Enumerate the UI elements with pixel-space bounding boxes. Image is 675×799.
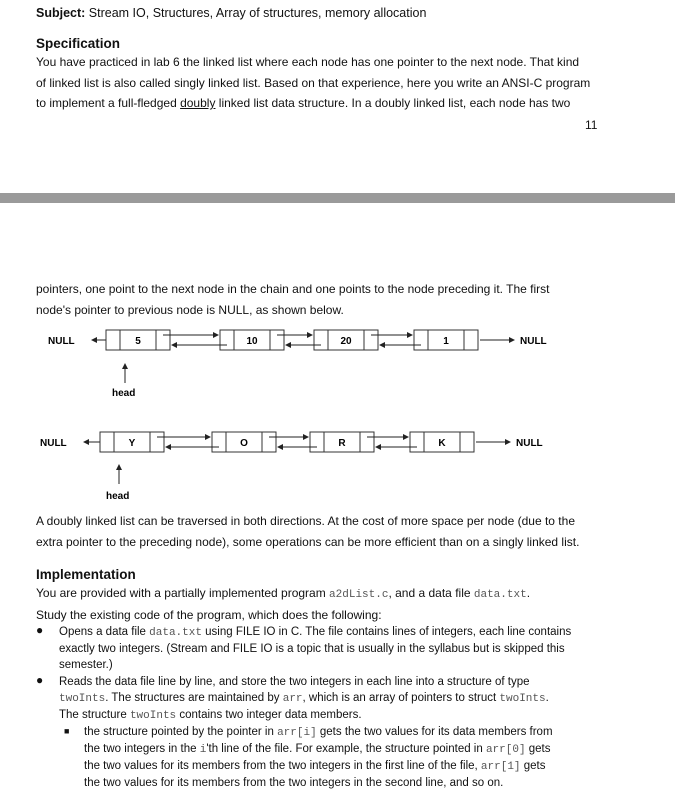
spec-p1-line2: of linked list is also called singly linked list. Based on that experience, here you write an ANSI-C program xyxy=(36,75,591,90)
bullet2-l3a: The structure xyxy=(59,709,130,721)
node-1 xyxy=(106,330,170,350)
impl-line1 xyxy=(36,583,530,605)
impl-line1-b: , and a data file xyxy=(388,586,474,600)
bullet2-l3b: contains two integer data members. xyxy=(176,709,362,721)
sub-l1b: gets the two values for its data members from xyxy=(316,726,553,738)
bullet2-code1: twoInts xyxy=(59,693,106,705)
sub-line1 xyxy=(84,724,674,741)
page-number: 11 xyxy=(585,118,598,132)
null-right-label: NULL xyxy=(520,336,547,347)
null-left-label: NULL xyxy=(48,336,75,347)
bullet-1 xyxy=(59,624,659,673)
bullet2-line1: Reads the data file line by line, and store the two integers in each line into a structure of type xyxy=(59,676,530,688)
sub-l2b: 'th line of the file. For example, the structure pointed in xyxy=(206,743,486,755)
spec-p1-line3 xyxy=(36,93,590,114)
node-3 xyxy=(314,330,378,350)
head-label: head xyxy=(106,491,130,502)
node-4 xyxy=(414,330,478,350)
bullet-dot: ● xyxy=(36,673,44,687)
node-value: 5 xyxy=(135,336,141,347)
bullet2-c: . xyxy=(545,692,549,704)
bullet2-a: . The structures are maintained by xyxy=(105,692,283,704)
sub-line3 xyxy=(84,758,674,775)
node-links xyxy=(157,437,417,447)
subject-label: Subject: xyxy=(36,6,86,20)
spec-heading: Specification xyxy=(36,36,121,51)
spec-paragraph-2 xyxy=(36,279,549,320)
node-2 xyxy=(220,330,284,350)
linked-list-diagram-letters xyxy=(0,422,675,512)
node-value: Y xyxy=(128,438,136,449)
sub-line4: the two values for its members from the two integers in the second line, and so on. xyxy=(84,777,504,789)
node-3 xyxy=(310,432,374,452)
sub-l2a: the two integers in the xyxy=(84,743,200,755)
sub-l1a: the structure pointed by the pointer in xyxy=(84,726,278,738)
null-left-label: NULL xyxy=(40,438,67,449)
bullet-dot: ● xyxy=(36,623,44,637)
spec-p2-line1: pointers, one point to the next node in the chain and one points to the node preceding it. The first xyxy=(36,282,550,296)
node-value: 20 xyxy=(340,336,352,347)
bullet2-line2 xyxy=(59,690,669,707)
bullet1-code: data.txt xyxy=(149,627,202,639)
sub-l2c: gets xyxy=(525,743,551,755)
node-value: K xyxy=(438,438,446,449)
sub-l2code: i xyxy=(199,744,207,756)
node-value: O xyxy=(240,438,248,449)
subject-text: Stream IO, Structures, Array of structures, memory allocation xyxy=(88,6,427,20)
sub-l3code: arr[1] xyxy=(480,761,521,773)
bullet1-a: Opens a data file xyxy=(59,626,150,638)
node-2 xyxy=(212,432,276,452)
traverse-line1: A doubly linked list can be traversed in both directions. At the cost of more space per node (due to the xyxy=(36,514,575,528)
spec-p1-underlined: doubly xyxy=(180,96,216,110)
data-filename: data.txt xyxy=(473,589,527,601)
node-value: 10 xyxy=(246,336,258,347)
spec-p1-line3-a: to implement a full-fledged xyxy=(36,96,181,110)
bullet2-code3: twoInts xyxy=(499,693,546,705)
impl-line2: Study the existing code of the program, which does the following: xyxy=(36,608,382,622)
program-filename: a2dList.c xyxy=(329,589,389,601)
bullet2-line3 xyxy=(59,707,669,724)
bullet1-line3: semester.) xyxy=(59,659,113,671)
bullet2-code2: arr xyxy=(282,693,303,705)
node-1 xyxy=(100,432,164,452)
bullet2-l3code: twoInts xyxy=(129,710,177,722)
bullet1-line1 xyxy=(59,624,659,641)
spec-p1-line3-b: linked list data structure. In a doubly linked list, each node has two xyxy=(215,96,571,110)
impl-paragraph xyxy=(36,583,530,625)
node-value: R xyxy=(338,438,346,449)
sub-bullet-square: ■ xyxy=(64,726,70,736)
bullet-2 xyxy=(59,674,669,724)
impl-line1-d: . xyxy=(526,586,531,600)
impl-line1-a: You are provided with a partially implemented program xyxy=(36,586,330,600)
head-label: head xyxy=(112,388,136,399)
bullet1-line2: exactly two integers. (Stream and FILE IO is a topic that is usually in the syllabus but is skipped this xyxy=(59,643,565,655)
node-links xyxy=(163,335,421,345)
traverse-line2: extra pointer to the preceding node), some operations can be more efficient than on a singly linked list. xyxy=(36,534,580,549)
spec-paragraph-1 xyxy=(36,52,590,114)
linked-list-diagram-numbers xyxy=(0,320,675,410)
bullet1-b: using FILE IO in C. The file contains lines of integers, each line contains xyxy=(201,626,572,638)
node-value: 1 xyxy=(443,336,449,347)
spec-p2-line2: node's pointer to previous node is NULL, as shown below. xyxy=(36,302,344,317)
sub-l1code: arr[i] xyxy=(277,727,317,739)
node-4 xyxy=(410,432,474,452)
page-separator xyxy=(0,193,675,203)
sub-l3b: gets xyxy=(520,760,546,772)
spec-p1-line1: You have practiced in lab 6 the linked list where each node has one pointer to the next node. That kind xyxy=(36,55,580,69)
null-right-label: NULL xyxy=(516,438,543,449)
sub-l3a: the two values for its members from the two integers in the first line of the file, xyxy=(84,760,481,772)
sub-line2 xyxy=(84,741,674,758)
sub-l2code2: arr[0] xyxy=(485,744,526,756)
impl-heading: Implementation xyxy=(36,567,136,582)
sub-bullet xyxy=(84,724,674,791)
subject-line xyxy=(36,6,426,20)
traversal-paragraph xyxy=(36,511,579,552)
bullet2-b: , which is an array of pointers to struct xyxy=(302,692,500,704)
